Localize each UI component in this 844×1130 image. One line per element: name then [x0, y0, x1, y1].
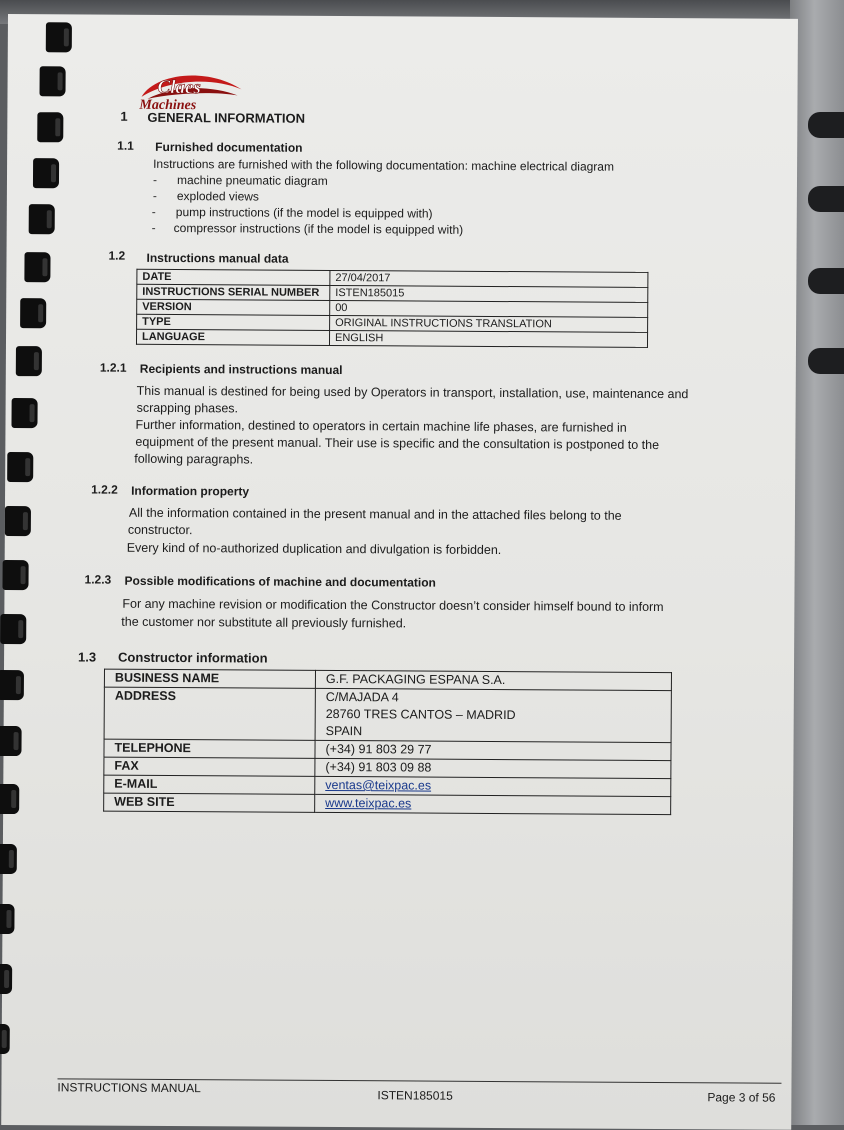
- table-value: ORIGINAL INSTRUCTIONS TRANSLATION: [330, 315, 648, 332]
- logo-word-machines: Machines: [139, 97, 197, 114]
- table-key: ADDRESS: [104, 687, 315, 740]
- binding-ring: [29, 204, 55, 234]
- table-value: (+34) 91 803 29 77: [315, 740, 671, 760]
- list-item: [153, 173, 328, 190]
- table-value: 00: [330, 300, 648, 317]
- table-value: 27/04/2017: [330, 270, 648, 287]
- footer-left: INSTRUCTIONS MANUAL: [57, 1080, 201, 1096]
- binding-ring: [0, 614, 26, 644]
- footer-center: ISTEN185015: [377, 1088, 453, 1103]
- binding-ring: [20, 298, 46, 328]
- paragraph-line: All the information contained in the present manual and in the attached files belong to the: [128, 505, 622, 523]
- table-key: VERSION: [137, 299, 330, 315]
- table-key: TYPE: [137, 314, 330, 330]
- website-link[interactable]: www.teixpac.es: [325, 795, 412, 811]
- address-line: 28760 TRES CANTOS – MADRID: [325, 706, 516, 723]
- binding-ring: [33, 158, 59, 188]
- paragraph-line: the customer nor substitute all previously furnished.: [121, 614, 407, 631]
- list-item: [153, 189, 259, 205]
- table-key: LANGUAGE: [136, 329, 329, 345]
- manual-page: [1, 14, 798, 1130]
- subsection-title: Furnished documentation: [155, 139, 303, 155]
- list-dash: -: [152, 188, 157, 203]
- subsection-title: Constructor information: [118, 649, 268, 666]
- paragraph-line: constructor.: [127, 522, 193, 538]
- binding-ring: [0, 904, 15, 934]
- logo-word-claes: Claes: [157, 76, 201, 99]
- list-dash: -: [151, 220, 156, 235]
- background-slot: [808, 348, 844, 374]
- binding-ring: [0, 844, 17, 874]
- manual-data-table: [136, 269, 648, 348]
- table-key: BUSINESS NAME: [104, 669, 315, 688]
- table-value: G.F. PACKAGING ESPANA S.A.: [315, 670, 671, 690]
- background-slot: [808, 186, 844, 212]
- table-value: ENGLISH: [329, 330, 647, 347]
- binding-ring: [0, 964, 12, 994]
- table-row: [104, 687, 671, 742]
- list-dash: -: [152, 172, 158, 187]
- subsection-title: Information property: [131, 483, 250, 499]
- table-key: WEB SITE: [104, 793, 315, 812]
- list-item: [152, 221, 464, 238]
- address-line: C/MAJADA 4: [325, 689, 399, 705]
- list-item-text: pump instructions (if the model is equipped with): [175, 205, 433, 221]
- paragraph-line: following paragraphs.: [134, 451, 254, 467]
- paragraph-line: equipment of the present manual. Their use is specific and the consultation is postponed to the: [135, 434, 660, 452]
- subsection-number: 1.2: [108, 248, 126, 263]
- subsection-title: Instructions manual data: [146, 250, 289, 266]
- paragraph-line: Every kind of no-authorized duplication and divulgation is forbidden.: [126, 540, 502, 558]
- paragraph-line: Further information, destined to operators in certain machine life phases, are furnished in: [135, 417, 627, 435]
- subsection-number: 1.2.2: [91, 482, 118, 497]
- address-cell: [315, 688, 671, 742]
- list-item: [152, 205, 433, 222]
- binding-ring: [24, 252, 50, 282]
- background-slot: [808, 112, 844, 138]
- table-key: INSTRUCTIONS SERIAL NUMBER: [137, 284, 330, 300]
- binding-ring: [11, 398, 37, 428]
- constructor-table: [103, 669, 672, 815]
- binding-ring: [5, 506, 31, 536]
- binding-ring: [46, 22, 72, 52]
- binding-ring: [2, 560, 28, 590]
- subsection-number: 1.2.3: [84, 572, 112, 587]
- section-title: GENERAL INFORMATION: [147, 109, 306, 126]
- list-dash: -: [151, 204, 156, 219]
- subsection-number: 1.3: [78, 649, 97, 665]
- binding-ring: [16, 346, 42, 376]
- binding-ring: [0, 670, 24, 700]
- binding-ring: [0, 1024, 10, 1054]
- background-slot: [808, 268, 844, 294]
- table-key: E-MAIL: [104, 775, 315, 794]
- table-key: DATE: [137, 269, 330, 285]
- subsection-title: Possible modifications of machine and documentation: [124, 573, 436, 590]
- subsection-number: 1.1: [117, 138, 134, 153]
- list-item-text: compressor instructions (if the model is equipped with): [173, 221, 464, 237]
- table-key: TELEPHONE: [104, 739, 315, 758]
- table-key: FAX: [104, 757, 315, 776]
- list-item-text: exploded views: [176, 189, 259, 204]
- binding-ring: [0, 726, 22, 756]
- background-right: [790, 0, 844, 1125]
- list-item-text: machine pneumatic diagram: [176, 173, 328, 188]
- table-value: ISTEN185015: [330, 285, 648, 302]
- subsection-title: Recipients and instructions manual: [139, 361, 343, 378]
- binding-ring: [37, 112, 63, 142]
- table-row: [104, 793, 671, 814]
- table-row: [136, 329, 647, 347]
- email-link[interactable]: ventas@teixpac.es: [325, 777, 432, 793]
- paragraph-line: scrapping phases.: [136, 400, 239, 416]
- address-line: SPAIN: [325, 723, 363, 739]
- binding-ring: [39, 66, 65, 96]
- documentation-intro: Instructions are furnished with the following documentation: machine electrical diagram: [153, 156, 615, 174]
- binding-ring: [0, 784, 19, 814]
- table-value: [315, 776, 671, 796]
- section-number: 1: [120, 108, 128, 124]
- paragraph-line: For any machine revision or modification the Constructor doesn’t consider himself bound to inform: [122, 596, 664, 615]
- subsection-number: 1.2.1: [99, 360, 127, 375]
- footer-page-number: Page 3 of 56: [707, 1090, 776, 1105]
- binding-ring: [7, 452, 33, 482]
- paragraph-line: This manual is destined for being used by Operators in transport, installation, use, maintenance and: [136, 383, 689, 402]
- table-value: (+34) 91 803 09 88: [315, 758, 671, 778]
- table-value: [315, 794, 671, 814]
